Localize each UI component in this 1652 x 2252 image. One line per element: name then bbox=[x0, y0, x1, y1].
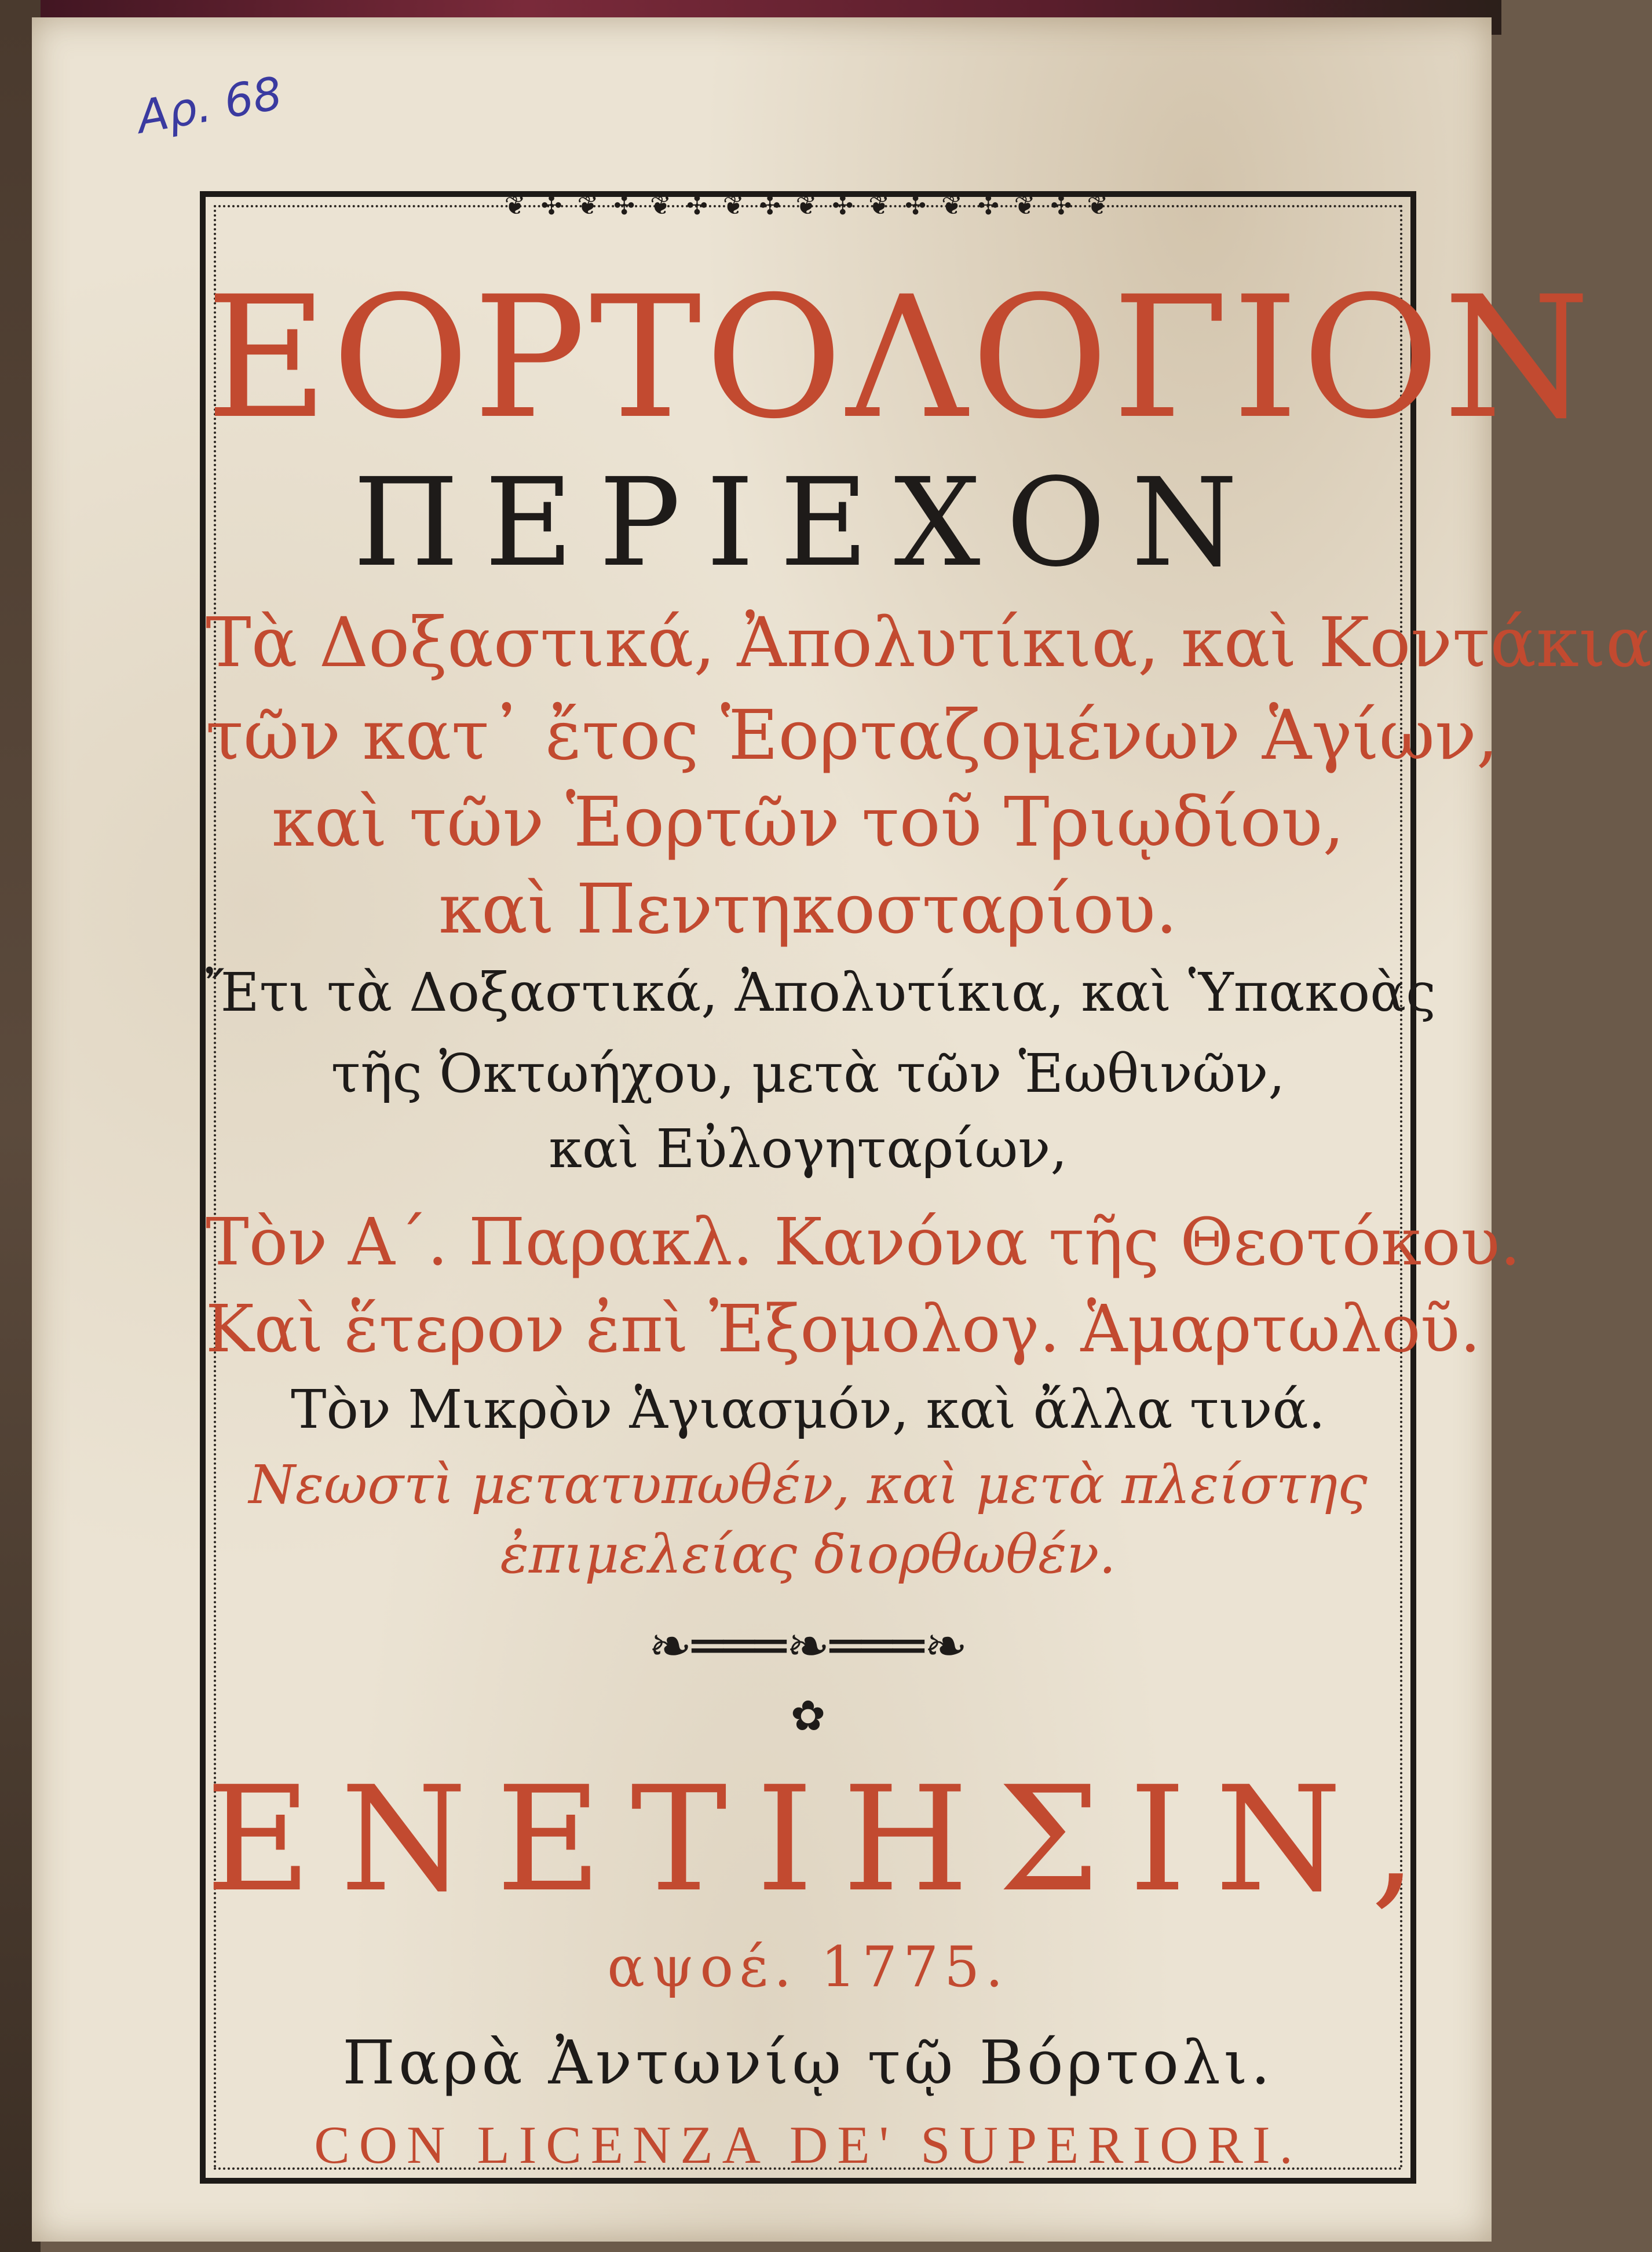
content-line-1: Τὰ Δοξαστικά, Ἀπολυτίκια, καὶ Κοντάκια bbox=[206, 602, 1652, 682]
title-page bbox=[32, 17, 1652, 2242]
content-line-2: τῶν κατ᾽ ἔτος Ἑορταζομένων Ἁγίων, bbox=[206, 695, 1499, 775]
content-line-10: Τὸν Μικρὸν Ἁγιασμόν, καὶ ἄλλα τινά. bbox=[291, 1379, 1325, 1441]
page-subtitle: ΠΕΡΙΕΧΟΝ bbox=[353, 452, 1263, 594]
content-line-12: ἐπιμελείας διορθωθέν. bbox=[500, 1523, 1116, 1585]
imprint-licence: CON LICENZA DE' SUPERIORI. bbox=[314, 2115, 1302, 2174]
small-ornament-icon: ✿ bbox=[790, 1691, 826, 1740]
shelfmark-note: Αρ. 68 bbox=[133, 67, 286, 144]
imprint-date: αψοέ. 1775. bbox=[607, 1935, 1009, 1999]
top-border-ornament: ❦ ✣ ❦ ✣ ❦ ✣ ❦ ✣ ❦ ✣ ❦ ✣ ❦ ✣ ❦ ✣ ❦ bbox=[504, 191, 1112, 221]
content-line-6: τῆς Ὀκτωήχου, μετὰ τῶν Ἑωθινῶν, bbox=[331, 1043, 1285, 1105]
content-line-7: καὶ Εὐλογηταρίων, bbox=[549, 1118, 1068, 1180]
content-line-8: Τὸν Α΄. Παρακλ. Κανόνα τῆς Θεοτόκου. bbox=[206, 1205, 1521, 1280]
imprint-place: ΕΝΕΤΙΗΣΙΝ, bbox=[206, 1755, 1446, 1924]
content-line-9: Καὶ ἕτερον ἐπὶ Ἐξομολογ. Ἁμαρτωλοῦ. bbox=[206, 1292, 1481, 1367]
content-line-11: Νεωστὶ μετατυπωθέν, καὶ μετὰ πλείστης bbox=[248, 1454, 1368, 1516]
decorative-border bbox=[200, 191, 1652, 2184]
imprint-printer: Παρὰ Ἀντωνίῳ τῷ Βόρτολι. bbox=[342, 2027, 1274, 2098]
content-line-5: Ἔτι τὰ Δοξαστικά, Ἀπολυτίκια, καὶ Ὑπακοὰς bbox=[206, 962, 1436, 1023]
content-line-4: καὶ Πεντηκοσταρίου. bbox=[438, 869, 1178, 949]
divider-ornament: ❧═══❧═══❧ bbox=[648, 1616, 968, 1677]
content-line-3: καὶ τῶν Ἑορτῶν τοῦ Τριῳδίου, bbox=[271, 782, 1345, 862]
page-title: ΕΟΡΤΟΛΟΓΙΟΝ bbox=[206, 261, 1594, 456]
